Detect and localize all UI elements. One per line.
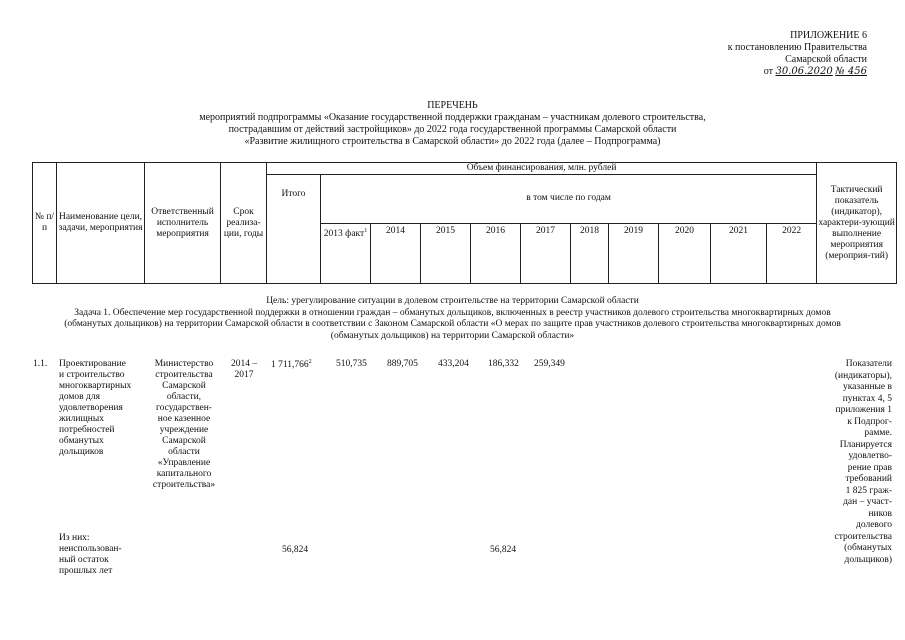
- year-header: 2019: [609, 223, 659, 283]
- value-2015: 889,705: [387, 359, 418, 369]
- year-header: 2017: [521, 223, 571, 283]
- year-header: 2014: [371, 223, 421, 283]
- appendix-line: к постановлению Правительства: [727, 42, 867, 53]
- col-name-header: Наименование цели, задачи, мероприятия: [57, 163, 145, 284]
- col-executor-header: Ответственный исполнитель мероприятия: [145, 163, 221, 284]
- document-title: [0, 100, 905, 148]
- appendix-title: ПРИЛОЖЕНИЕ 6: [790, 30, 867, 41]
- year-header: 2022: [767, 223, 817, 283]
- year-header: 2016: [471, 223, 521, 283]
- year-header-2013: 2013 факт$^1$: [321, 223, 371, 283]
- row-indicator-cell: Показатели (индикаторы), указанные в пунктах 4, 5 приложения 1 к Подпрог- рамме. Планируется удовлетво- рение прав требований 1 825 граж- дан – участ- ников долевого строительства (обманутых дольщиков): [834, 359, 892, 565]
- value-2018: 259,349: [534, 359, 565, 369]
- subrow-name-cell: Из них: неиспользован- ный остаток прошлых лет: [59, 533, 122, 576]
- year-header: 2020: [659, 223, 711, 283]
- col-term-header: Срок реализа-ции, годы: [221, 163, 267, 284]
- value-2017: 186,332: [488, 359, 519, 369]
- year-header: 2018: [571, 223, 609, 283]
- title-line: мероприятий подпрограммы «Оказание государственной поддержки гражданам – участникам долевого строительства,: [199, 112, 706, 123]
- year-header: 2015: [421, 223, 471, 283]
- task-text: (обманутых дольщиков) на территории Самарской области в соответствии с Законом Самарской области «О мерах по защите прав участников долевого строительства многоквартирных домов: [64, 319, 841, 329]
- row-total-value: 1 711,766$^2$: [271, 359, 312, 371]
- subrow-total-value: 56,824: [282, 545, 309, 555]
- footnote-mark: 2: [308, 359, 312, 365]
- handwritten-number: № 456: [835, 66, 867, 77]
- title-line: пострадавшим от действий застройщиков» до 2022 года государственной программы Самарской области: [228, 124, 677, 135]
- value-2014: 510,735: [336, 359, 367, 369]
- col-including-header: в том числе по годам: [321, 175, 817, 224]
- value-2016: 433,204: [438, 359, 469, 369]
- goal-task-block: [0, 296, 905, 342]
- header-table: [32, 162, 897, 284]
- col-indicator-header: Тактический показатель (индикатор), характери-зующий выполнение мероприятия (мероприя-тий): [817, 163, 897, 284]
- title-heading: ПЕРЕЧЕНЬ: [427, 100, 478, 111]
- task-text: (обманутых дольщиков) на территории Самарской области»: [330, 330, 575, 341]
- appendix-block: [667, 30, 867, 78]
- row-executor-cell: Министерство строительства Самарской области, государствен- ное казенное учреждение Самарской области «Управление капитального строительства»: [152, 359, 216, 490]
- row-number: 1.1.: [33, 359, 48, 369]
- appendix-date-line: [667, 66, 867, 78]
- handwritten-date: 30.06.2020: [775, 66, 833, 77]
- date-prefix: от: [763, 66, 773, 77]
- row-name-cell: Проектирование и строительство многоквартирных домов для удовлетворения жилищных потребностей обманутых дольщиков: [59, 359, 132, 457]
- footnote-mark: 1: [364, 227, 368, 234]
- row-term-cell: 2014 – 2017: [230, 359, 258, 380]
- subrow-2017-value: 56,824: [490, 545, 517, 555]
- goal-text: Цель: урегулирование ситуации в долевом строительстве на территории Самарской области: [266, 296, 639, 306]
- col-num-header: № п/п: [33, 163, 57, 284]
- task-text: Задача 1. Обеспечение мер государственной поддержки в отношении граждан – обманутых дольщиков, включенных в реестр участников долевого строительства многоквартирных домов: [74, 307, 831, 318]
- year-header: 2021: [711, 223, 767, 283]
- col-funding-header: Объем финансирования, млн. рублей: [267, 163, 817, 175]
- appendix-line: Самарской области: [785, 54, 867, 65]
- col-total-header: Итого: [267, 175, 321, 284]
- title-line: «Развитие жилищного строительства в Самарской области» до 2022 года (далее – Подпрограмма): [244, 136, 661, 147]
